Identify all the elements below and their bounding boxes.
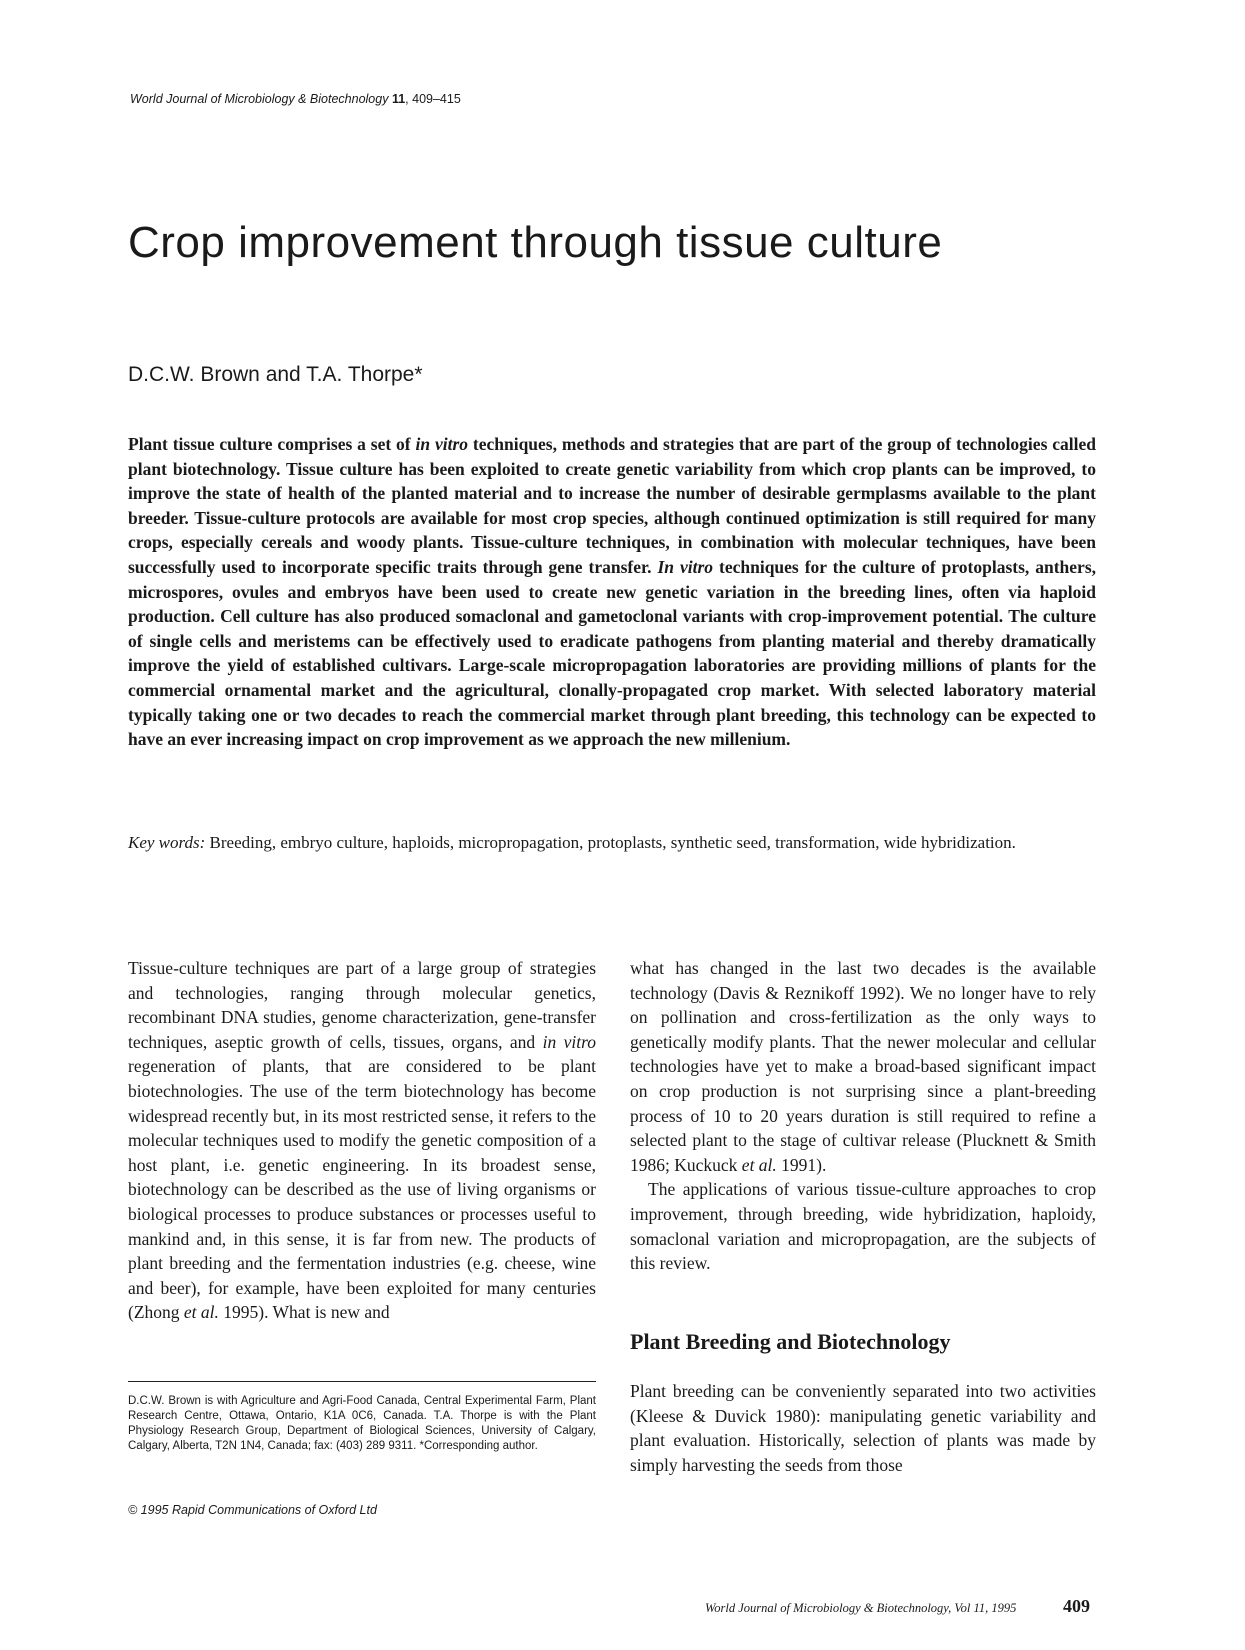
article-authors: D.C.W. Brown and T.A. Thorpe* bbox=[128, 363, 423, 386]
keywords-label: Key words: bbox=[128, 833, 206, 852]
footnote-rule bbox=[128, 1381, 596, 1382]
journal-volume: 11 bbox=[391, 92, 406, 106]
body-paragraph: Tissue-culture techniques are part of a large group of strategies and technologies, ranging through molecular genetics, recombinant DNA studies, genome characterization, gene-transfer techniques, aseptic growth of cells, tissues, organs, and in vitro regeneration of plants, that are considered to be plant biotechnologies. The use of the term biotechnology has become widespread recently but, in its most restricted sense, it refers to the molecular techniques used to modify the genetic composition of a host plant, i.e. genetic engineering. In its broadest sense, biotechnology can be described as the use of living organisms or biological processes to produce substances or processes useful to mankind and, in this sense, it is far from new. The products of plant breeding and the fermentation industries (e.g. cheese, wine and beer), for example, have been exploited for many centuries (Zhong et al. 1995). What is new and bbox=[128, 958, 597, 1323]
copyright-notice: © 1995 Rapid Communications of Oxford Ltd bbox=[128, 1503, 377, 1517]
page-number: 409 bbox=[1063, 1596, 1090, 1616]
abstract: Plant tissue culture comprises a set of in vitro techniques, methods and strategies that are part of the group of technologies called plant biotechnology. Tissue culture has been exploited to create genetic variability from which crop plants can be improved, to improve the state of health of the planted material and to increase the number of desirable germplasms available to the plant breeder. Tissue-culture protocols are available for most crop species, although continued optimization is still required for many crops, especially cereals and woody plants. Tissue-culture techniques, in combination with molecular techniques, have been successfully used to incorporate specific traits through gene transfer. In vitro techniques for the culture of protoplasts, anthers, microspores, ovules and embryos have been used to create new genetic variation in the breeding lines, often via haploid production. Cell culture has also produced somaclonal and gametoclonal variants with crop-improvement potential. The culture of single cells and meristems can be effectively used to eradicate pathogens from planting material and thereby dramatically improve the yield of established cultivars. Large-scale micropropagation laboratories are providing millions of plants for the commercial ornamental market and the agricultural, clonally-propagated crop market. With selected laboratory material typically taking one or two decades to reach the commercial market through plant breeding, this technology can be expected to have an ever increasing impact on crop improvement as we approach the new millenium. bbox=[128, 434, 1097, 750]
article-title: Crop improvement through tissue culture bbox=[128, 218, 943, 267]
keywords-text: Breeding, embryo culture, haploids, micropropagation, protoplasts, synthetic seed, transformation, wide hybridization. bbox=[205, 833, 1016, 852]
body-paragraph: Plant breeding can be conveniently separated into two activities (Kleese & Duvick 1980): manipulating genetic variability and plant evaluation. Historically, selection of plants was made by simply harvesting the seeds from those bbox=[630, 1381, 1096, 1475]
body-column-right-continued bbox=[630, 1379, 1096, 1477]
running-head: World Journal of Microbiology & Biotechnology 11, 409–415 bbox=[130, 92, 461, 106]
body-column-left bbox=[128, 956, 596, 1325]
journal-pages: 409–415 bbox=[412, 92, 461, 106]
section-heading: Plant Breeding and Biotechnology bbox=[630, 1329, 951, 1354]
body-column-right bbox=[630, 956, 1096, 1276]
body-paragraph: what has changed in the last two decades is the available technology (Davis & Reznikoff 1992). We no longer have to rely on pollination and cross-fertilization as the only ways to genetically modify plants. That the newer molecular and cellular technologies have yet to make a broad-based significant impact on crop production is not surprising since a plant-breeding process of 10 to 20 years duration is still required to refine a selected plant to the stage of cultivar release (Plucknett & Smith 1986; Kuckuck et al. 1991). bbox=[630, 958, 1096, 1175]
author-footnote: D.C.W. Brown is with Agriculture and Agri-Food Canada, Central Experimental Farm, Plant Research Centre, Ottawa, Ontario, K1A 0C6, Canada. T.A. Thorpe is with the Plant Physiology Research Group, Department of Biological Sciences, University of Calgary, Calgary, Alberta, T2N 1N4, Canada; fax: (403) 289 9311. *Corresponding author. bbox=[128, 1395, 596, 1452]
journal-name: World Journal of Microbiology & Biotechnology bbox=[130, 92, 389, 106]
keywords bbox=[128, 832, 1096, 854]
footer-journal: World Journal of Microbiology & Biotechnology, Vol 11, 1995 bbox=[705, 1601, 1017, 1615]
body-paragraph: The applications of various tissue-culture approaches to crop improvement, through breeding, wide hybridization, haploidy, somaclonal variation and micropropagation, are the subjects of this review. bbox=[630, 1179, 1096, 1274]
